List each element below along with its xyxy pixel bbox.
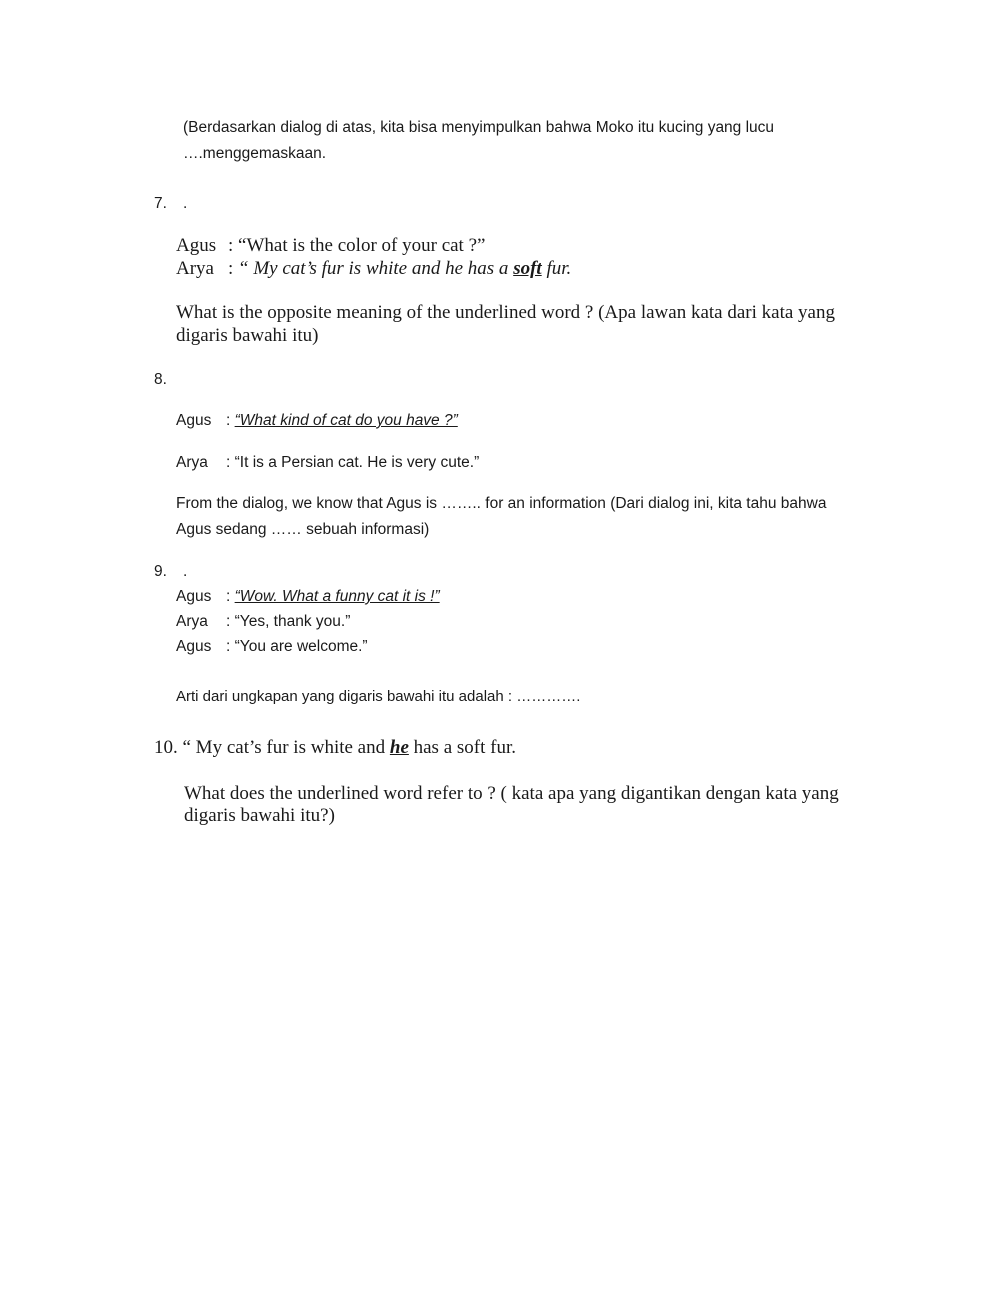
speaker-separator: : <box>228 235 239 256</box>
q7-dialog-line-2 <box>176 258 571 280</box>
q8-dialog-line-2 <box>176 454 479 472</box>
q9-marker: . <box>183 563 188 580</box>
speaker-separator: : <box>226 588 235 605</box>
speaker-name: Arya <box>176 613 208 630</box>
sentence-text: “ My cat’s fur is white and <box>177 737 390 758</box>
dialog-text-end: fur. <box>541 258 572 279</box>
q8-dialog-line-1 <box>176 412 458 430</box>
q9-number: 9. <box>154 563 167 580</box>
speaker-name: Agus <box>176 235 217 256</box>
dialog-text: “What is the color of your cat ?” <box>238 235 486 256</box>
q7-number: 7. <box>154 195 167 212</box>
q7-question-line-1: What is the opposite meaning of the underlined word ? (Apa lawan kata dari kata yang <box>176 302 835 323</box>
q7-dialog-line-1 <box>176 235 485 257</box>
speaker-separator: : <box>226 638 235 655</box>
q10-number: 10. <box>154 737 178 758</box>
speaker-name: Arya <box>176 454 208 471</box>
underlined-expression: “What kind of cat do you have ?” <box>234 412 458 429</box>
dialog-text: “Yes, thank you.” <box>234 613 351 630</box>
q9-dialog-line-3 <box>176 638 368 656</box>
speaker-separator: : <box>226 454 235 471</box>
q8-number: 8. <box>154 371 167 388</box>
speaker-separator: : <box>226 613 235 630</box>
q8-question-line-1: From the dialog, we know that Agus is …….. for an information (Dari dialog ini, kita tahu bahwa <box>176 495 827 512</box>
sentence-text-end: has a soft fur. <box>408 737 516 758</box>
speaker-name: Agus <box>176 588 212 605</box>
q10-sentence <box>154 737 516 759</box>
intro-line-1: (Berdasarkan dialog di atas, kita bisa menyimpulkan bahwa Moko itu kucing yang lucu <box>183 119 775 136</box>
speaker-separator: : <box>226 412 235 429</box>
dialog-text: “ My cat’s fur is white and he has a <box>238 258 514 279</box>
q9-dialog-line-1 <box>176 588 440 606</box>
q8-question-line-2: Agus sedang …… sebuah informasi) <box>176 521 430 538</box>
q9-dialog-line-2 <box>176 613 350 631</box>
q7-marker: . <box>183 195 188 212</box>
q10-question-line-1: What does the underlined word refer to ? ( kata apa yang digantikan dengan kata yang <box>184 783 839 804</box>
q7-question-line-2: digaris bawahi itu) <box>176 325 319 346</box>
underlined-word-he: he <box>389 737 409 758</box>
dialog-text: “It is a Persian cat. He is very cute.” <box>234 454 480 471</box>
q9-question: Arti dari ungkapan yang digaris bawahi itu adalah : …………. <box>176 688 581 705</box>
underlined-word-soft: soft <box>513 258 542 279</box>
speaker-name: Agus <box>176 638 212 655</box>
underlined-expression: “Wow. What a funny cat it is !” <box>234 588 440 605</box>
speaker-separator: : <box>228 258 239 279</box>
speaker-name: Agus <box>176 412 212 429</box>
speaker-name: Arya <box>176 258 214 279</box>
dialog-text: “You are welcome.” <box>234 638 368 655</box>
intro-line-2: ….menggemaskaan. <box>183 145 327 162</box>
q10-question-line-2: digaris bawahi itu?) <box>184 805 335 826</box>
